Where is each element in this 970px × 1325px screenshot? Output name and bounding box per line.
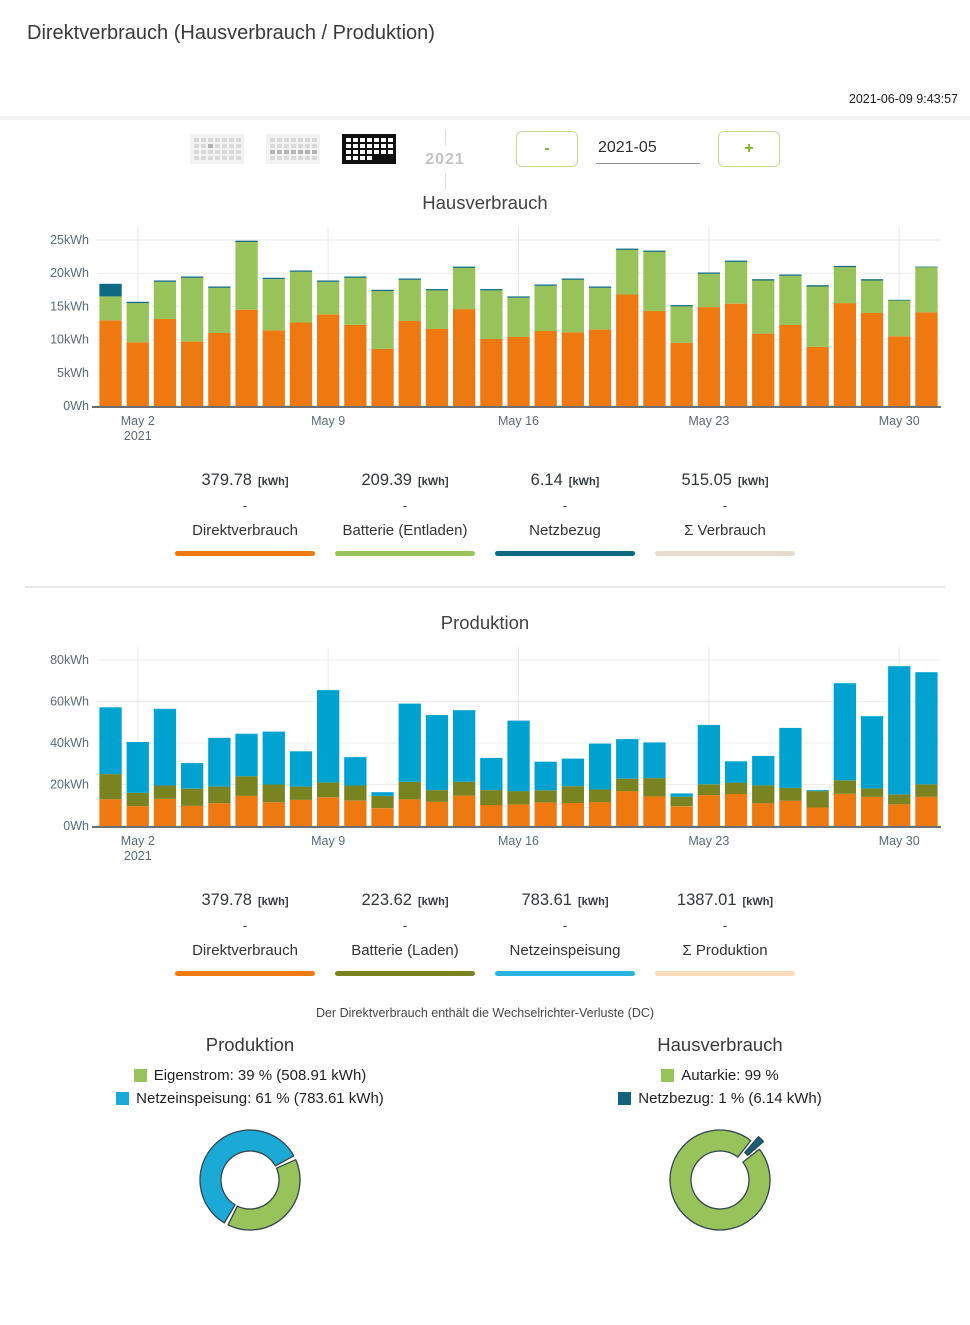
svg-text:May 30: May 30 <box>878 414 920 428</box>
summary-label: Σ Produktion <box>682 941 768 959</box>
view-switcher <box>190 130 472 168</box>
week-view-button[interactable] <box>266 130 320 168</box>
summary-label: Batterie (Laden) <box>351 941 459 959</box>
svg-text:25kWh: 25kWh <box>50 233 89 247</box>
hausverbrauch-donut-chart[interactable] <box>650 1116 790 1248</box>
produktion-chart-title: Produktion <box>440 611 530 633</box>
previous-period-button[interactable]: - <box>516 131 578 167</box>
produktion-bar-chart[interactable] <box>0 636 970 876</box>
produktion-summary-row <box>0 891 970 990</box>
period-toolbar <box>0 120 970 178</box>
summary-separator: - <box>402 916 408 933</box>
autarkie-swatch-icon <box>661 1069 674 1082</box>
month-view-button-active[interactable] <box>342 130 396 168</box>
summary-unit: [kWh] <box>737 476 769 488</box>
produktion-donut-chart[interactable] <box>180 1116 320 1248</box>
hausverbrauch-section <box>0 178 970 570</box>
svg-text:2021: 2021 <box>123 429 152 443</box>
summary-netzeinspeisung <box>495 891 635 976</box>
summary-value: 379.78 <box>201 890 252 909</box>
eigenstrom-swatch-icon <box>134 1069 147 1082</box>
svg-text:May 9: May 9 <box>311 414 346 428</box>
produktion-donut-title: Produktion <box>205 1033 295 1055</box>
summary-unit: [kWh] <box>577 895 609 908</box>
donut-row <box>0 1034 970 1248</box>
svg-text:May 16: May 16 <box>498 833 539 848</box>
summary-unit: [kWh] <box>257 895 289 908</box>
summary-color-bar <box>175 971 315 976</box>
section-divider <box>25 586 945 588</box>
page-title: Direktverbrauch (Hausverbrauch / Produktion) <box>27 22 435 44</box>
svg-text:May 30: May 30 <box>878 833 920 848</box>
legend-text: Eigenstrom: 39 % (508.91 kWh) <box>153 1066 367 1084</box>
summary-verbrauch-total <box>655 471 795 556</box>
summary-batterie-laden <box>335 891 475 976</box>
hausverbrauch-bar-chart[interactable] <box>0 216 970 456</box>
period-input[interactable] <box>596 135 700 164</box>
inverter-loss-note: Der Direktverbrauch enthält die Wechselrichter-Verluste (DC) <box>315 1005 655 1020</box>
summary-separator: - <box>242 916 248 933</box>
svg-text:20kWh: 20kWh <box>50 266 89 281</box>
summary-netzbezug <box>495 471 635 556</box>
year-view-button[interactable] <box>418 130 472 168</box>
week-calendar-icon <box>266 134 320 164</box>
summary-color-bar <box>655 971 795 976</box>
legend-eigenstrom <box>134 1067 367 1084</box>
summary-direktverbrauch <box>175 471 315 556</box>
svg-text:May 23: May 23 <box>688 414 730 428</box>
day-view-button[interactable] <box>190 130 244 168</box>
svg-text:May 9: May 9 <box>311 833 346 848</box>
legend-text: Autarkie: 99 % <box>681 1066 779 1084</box>
legend-autarkie <box>661 1067 779 1084</box>
legend-text: Netzeinspeisung: 61 % (783.61 kWh) <box>136 1089 384 1107</box>
day-calendar-icon <box>190 134 244 164</box>
svg-text:10kWh: 10kWh <box>50 332 89 347</box>
produktion-section <box>0 598 970 990</box>
summary-unit: [kWh] <box>417 476 449 488</box>
summary-value: 783.61 <box>521 890 572 909</box>
svg-text:0Wh: 0Wh <box>63 399 89 413</box>
netzbezug-swatch-icon <box>618 1092 631 1105</box>
svg-text:2021: 2021 <box>123 848 152 863</box>
summary-separator: - <box>562 497 568 513</box>
year-icon-label: 2021 <box>418 145 472 174</box>
svg-text:60kWh: 60kWh <box>50 694 89 709</box>
summary-value: 379.78 <box>201 471 252 489</box>
summary-value: 515.05 <box>681 471 732 489</box>
hausverbrauch-donut-title: Hausverbrauch <box>657 1033 783 1055</box>
svg-text:5kWh: 5kWh <box>57 365 89 380</box>
svg-text:May 23: May 23 <box>688 833 730 848</box>
produktion-donut-section <box>15 1034 485 1248</box>
summary-produktion-total <box>655 891 795 976</box>
summary-separator: - <box>242 497 248 513</box>
month-calendar-icon <box>342 134 396 164</box>
svg-text:May 2: May 2 <box>120 833 155 848</box>
summary-label: Σ Verbrauch <box>684 522 766 539</box>
svg-text:80kWh: 80kWh <box>50 652 89 667</box>
legend-netzeinspeisung <box>116 1090 384 1107</box>
summary-color-bar <box>175 551 315 556</box>
page-header <box>0 0 970 120</box>
summary-separator: - <box>722 497 728 513</box>
summary-color-bar <box>655 551 795 556</box>
summary-value: 223.62 <box>361 890 412 909</box>
summary-color-bar <box>335 551 475 556</box>
summary-label: Netzbezug <box>529 522 601 539</box>
summary-color-bar <box>335 971 475 976</box>
hausverbrauch-donut-section <box>485 1034 955 1248</box>
summary-value: 1387.01 <box>676 890 737 909</box>
summary-label: Batterie (Entladen) <box>342 522 468 539</box>
summary-color-bar <box>495 971 635 976</box>
summary-unit: [kWh] <box>417 895 449 908</box>
summary-value: 6.14 <box>530 471 563 489</box>
summary-color-bar <box>495 551 635 556</box>
svg-text:15kWh: 15kWh <box>50 299 89 314</box>
svg-text:20kWh: 20kWh <box>50 777 89 792</box>
summary-unit: [kWh] <box>257 476 289 488</box>
summary-unit: [kWh] <box>742 895 774 908</box>
summary-label: Direktverbrauch <box>192 522 298 539</box>
legend-text: Netzbezug: 1 % (6.14 kWh) <box>638 1089 822 1107</box>
last-update-timestamp: 2021-06-09 9:43:57 <box>848 92 958 106</box>
summary-separator: - <box>562 916 568 933</box>
next-period-button[interactable]: + <box>718 131 780 167</box>
legend-netzbezug <box>618 1090 821 1107</box>
summary-separator: - <box>402 497 408 513</box>
hausverbrauch-summary-row <box>0 471 970 570</box>
svg-text:40kWh: 40kWh <box>50 735 89 750</box>
summary-unit: [kWh] <box>568 476 600 488</box>
svg-text:May 16: May 16 <box>498 414 539 428</box>
summary-label: Direktverbrauch <box>192 941 298 959</box>
summary-separator: - <box>722 916 728 933</box>
svg-text:May 2: May 2 <box>120 414 155 428</box>
summary-batterie-entladen <box>335 471 475 556</box>
summary-label: Netzeinspeisung <box>509 941 621 959</box>
svg-text:0Wh: 0Wh <box>63 818 89 833</box>
hausverbrauch-chart-title: Hausverbrauch <box>422 192 548 213</box>
summary-value: 209.39 <box>361 471 412 489</box>
netzeinspeisung-swatch-icon <box>116 1092 129 1105</box>
summary-direktverbrauch <box>175 891 315 976</box>
